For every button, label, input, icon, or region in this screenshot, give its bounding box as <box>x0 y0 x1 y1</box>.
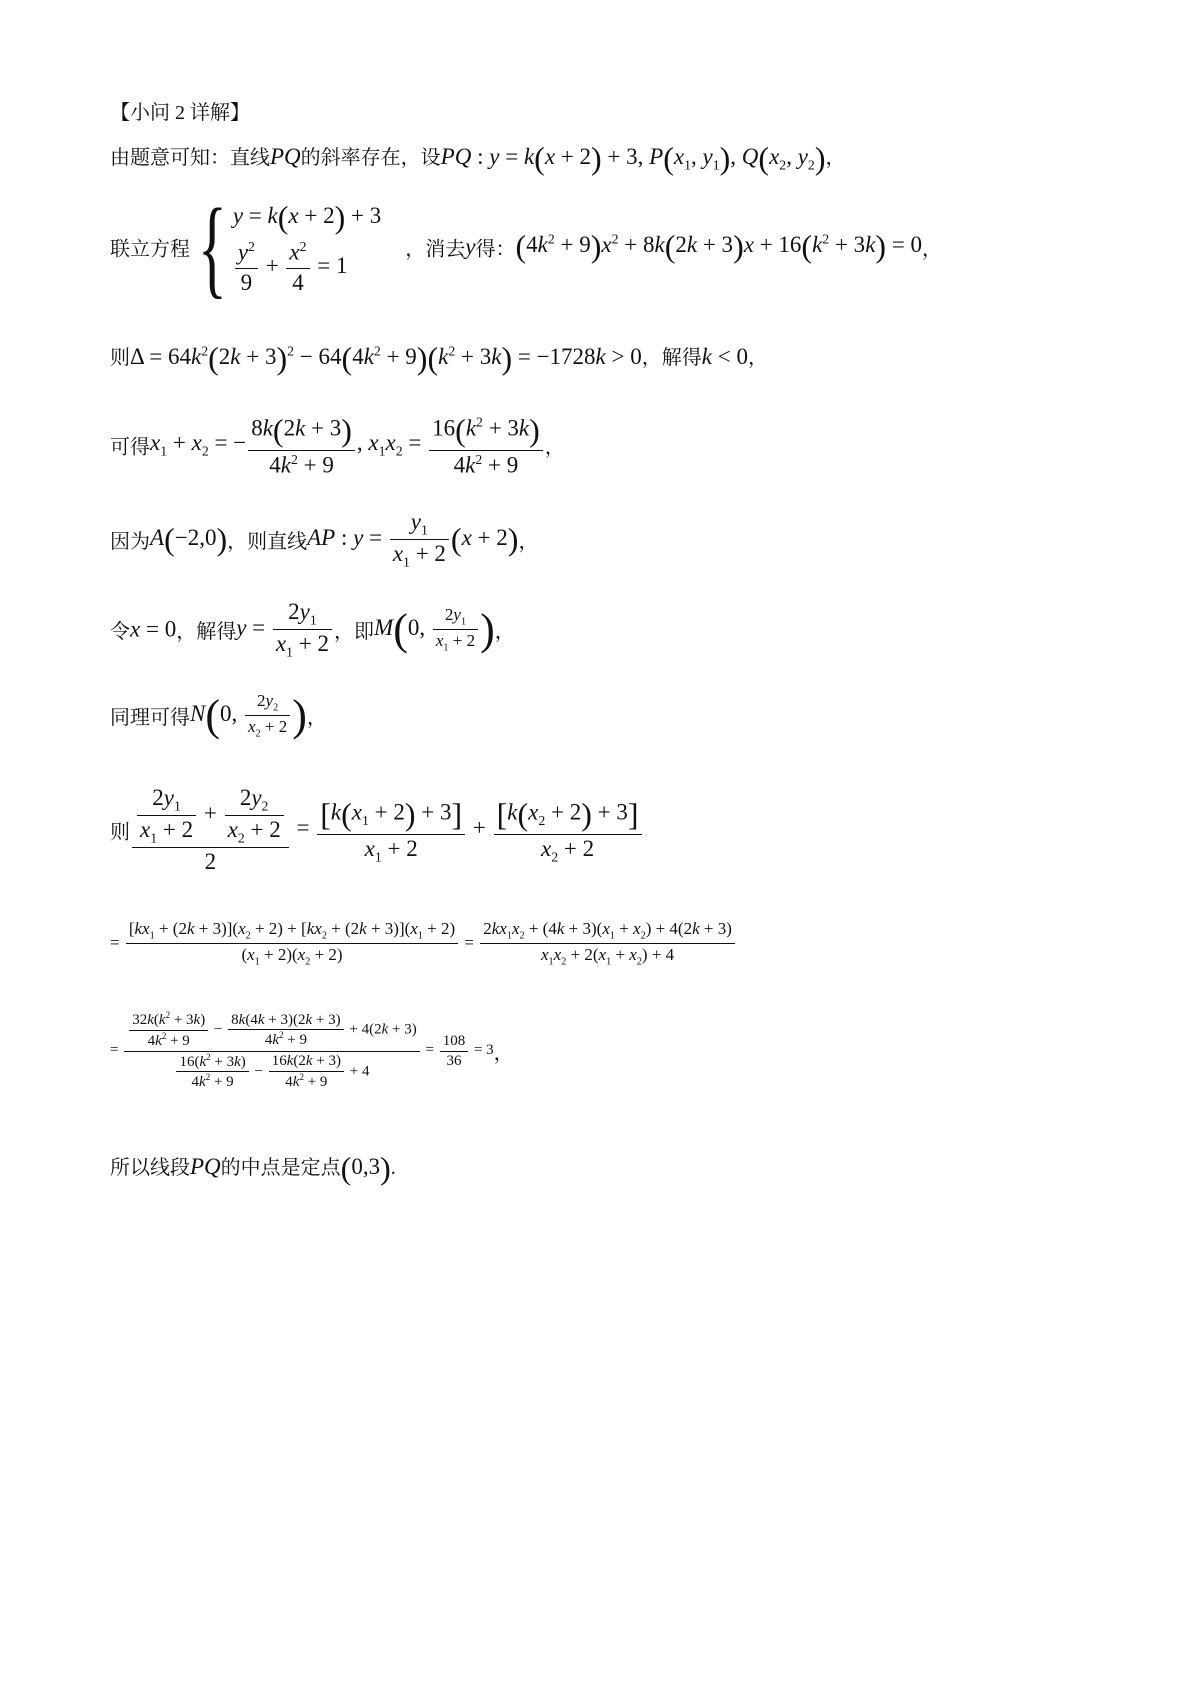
line-result: = $\frac{32k(k^2 + 3k)}{4k^2 + 9}$ − $\frac{8k(4k + 3)(2k + 3)}{4k^2 + 9}$ + 4(2k + 3) $\frac{16(k^2 + 3k)}{4k^2 + 9}$ − $\frac{16k(2k + 3)}{4k^2 + 9}$ + 4 = $\frac{108}{36}$ = 3， <box>110 1010 514 1091</box>
line-vieta: 可得$x_1 + x_2$ = − $\frac{8k(2k + 3)}{4k^2 + 9}$ , $x_1x_2$ = $\frac{16(k^2 + 3k)}{4k^2 + 9}$ ， <box>110 412 565 478</box>
text-segment: ， <box>544 436 565 459</box>
line-expand: = $\frac{[kx_1 + (2k + 3)](x_2 + 2) + [kx_2 + (2k + 3)](x_1 + 2)}{(x_1 + 2)(x_2 + 2)}$ = $\frac{2kx_1x_2 + (4k + 3)(x_1 + x_2) + 4(2k + 3)}{x_1x_2 + 2(x_1 + x_2) + 4}$ <box>110 918 737 969</box>
text-segment: 由题意可知：直线 <box>110 146 270 169</box>
text-segment: 得： <box>475 238 516 261</box>
text-segment: ， <box>518 530 539 553</box>
text-segment: 的中点是定点 <box>220 1156 341 1179</box>
text-segment: 联立方程 <box>110 238 190 261</box>
text-segment: 则 <box>110 821 130 844</box>
text-segment: ， <box>494 620 515 643</box>
line-system: 联立方程{ y = k(x + 2) + 3 $\frac{y^2}{9}$ + $\frac{x^2}{4}$ = 1 ，消去y得：$(4k^2 + 9)x^2 + 8k(2k + 3)x + 16(k^2 + 3k) = 0$， <box>110 186 943 308</box>
equation-system: y = k(x + 2) + 3 $\frac{y^2}{9}$ + $\frac{x^2}{4}$ = 1 <box>232 198 382 295</box>
section-heading: 【小问 2 详解】 <box>110 102 250 124</box>
line-m-point: 令x = 0，解得y = $\frac{2y_1}{x_1 + 2}$ ，即M(0, $\frac{2y_1}{x_1 + 2}$ )， <box>110 599 515 660</box>
text-segment: 因为 <box>110 530 150 553</box>
text-segment: ， <box>493 1042 514 1065</box>
text-segment: 则 <box>110 346 130 369</box>
text-segment: ，解得 <box>641 346 702 369</box>
text-segment: ，即 <box>334 620 375 643</box>
text-segment: ， <box>922 238 943 261</box>
line-n-point: 同理可得N(0, $\frac{2y_2}{x_2 + 2}$ )， <box>110 691 327 741</box>
text-segment: ， <box>306 707 327 730</box>
text-segment: 的斜率存在，设 <box>300 146 441 169</box>
brace: { <box>197 186 227 308</box>
text-segment: . <box>390 1156 396 1179</box>
text-segment: 可得 <box>110 436 150 459</box>
line-ap: 因为A(−2,0)，则直线AP : y = $\frac{y_1}{x_1 + 2}$ (x + 2)， <box>110 509 539 570</box>
text-segment: ， <box>825 146 846 169</box>
line-slope: 由题意可知：直线PQ的斜率存在，设PQ : y = k(x + 2) + 3, $P(x_1$, $y_1$), $Q(x_2$, $y_2$)， <box>110 140 846 176</box>
line-discriminant: 则$\Delta = 64k^2(2k + 3)^2 - 64(4k^2 + 9)(k^2 + 3k) = -1728k > 0$，解得k < 0， <box>110 340 768 376</box>
text-segment: 所以线段 <box>110 1156 190 1179</box>
text-segment: ， <box>747 346 768 369</box>
text-segment: 令 <box>110 620 130 643</box>
line-midpoint-expr: 则 $\frac{2y_1}{x_1 + 2}$ + $\frac{2y_2}{x_2 + 2}$ 2 = $\frac{[k(x_1 + 2) + 3]}{x_1 + 2}$ + $\frac{[k(x_2 + 2) + 3]}{x_2 + 2}$ <box>110 784 644 876</box>
text-segment: 同理可得 <box>110 707 190 730</box>
line-conclusion: 所以线段PQ的中点是定点(0,3). <box>110 1150 396 1186</box>
text-segment: ，消去 <box>405 238 466 261</box>
text-segment: ，解得 <box>176 620 237 643</box>
text-segment: ，则直线 <box>227 530 308 553</box>
